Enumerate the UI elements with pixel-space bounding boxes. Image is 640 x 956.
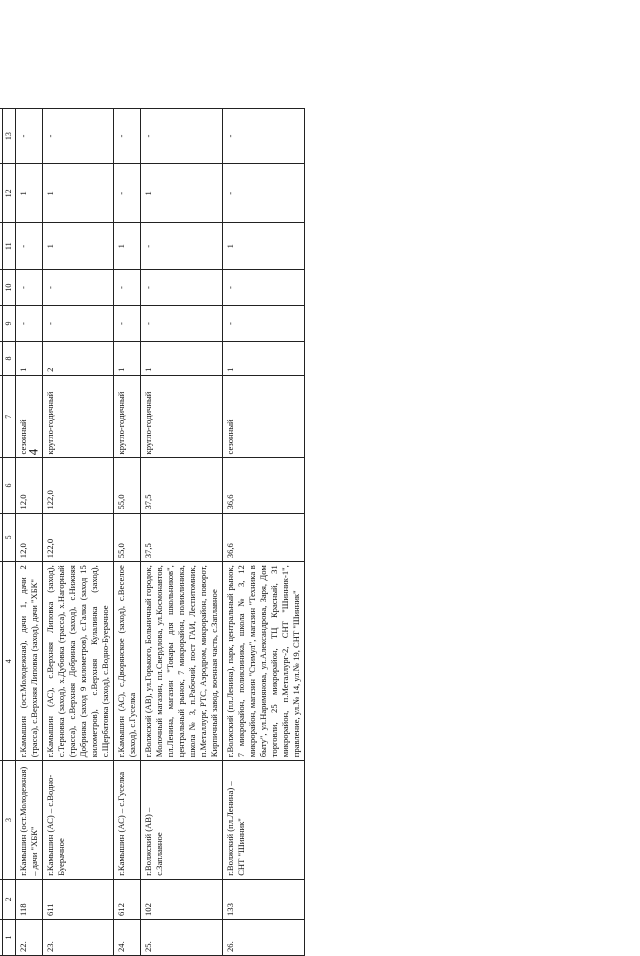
route-stops: г.Камышин (ост.Молодежная), дачи 1, дачи 2 (трасса), с.Верхняя Липовка (заход), дачи "ХБК" [16,562,43,761]
bus-very-large: - [114,109,141,164]
rotated-page-content [0,108,484,956]
bus-medium: - [141,223,223,270]
bus-very-small: - [141,306,223,342]
bus-large: - [114,164,141,223]
length-forward: 37,5 [141,513,223,562]
bus-small: - [223,270,305,306]
bus-very-small: - [43,306,114,342]
column-number: 8 [3,342,16,376]
column-number: 10 [3,270,16,306]
bus-very-large: - [43,109,114,164]
route-stops: г.Камышин (АС), с.Дворянское (заход), с.Веселое (заход), с.Гуселка [114,562,141,761]
routes-table [0,108,305,956]
bus-total: 1 [141,342,223,376]
route-number: 102 [141,879,223,919]
bus-total: 1 [114,342,141,376]
route-name: г.Волжский (пл.Ленина) – СНТ "Шинник" [223,761,305,880]
column-number: 6 [3,458,16,513]
row-number: 24. [114,920,141,956]
route-name: г.Волжский (АВ) – с.Заплавное [141,761,223,880]
bus-small: - [16,270,43,306]
row-number: 26. [223,920,305,956]
length-reverse: 55,0 [114,458,141,513]
table-row [43,109,114,956]
bus-total: 1 [16,342,43,376]
length-forward: 36,6 [223,513,305,562]
route-number: 612 [114,879,141,919]
bus-small: - [43,270,114,306]
bus-medium: 1 [223,223,305,270]
bus-very-large: - [223,109,305,164]
length-forward: 12,0 [16,513,43,562]
row-number: 25. [141,920,223,956]
route-stops: г.Волжский (пл.Ленина), парк, центральный рынок, 7 микрорайон, поликлиника, школа № 3, 12 микрорайон, магазин "Стимул", магазин "Техника в быту", ул.Наримянова, ул.Александрова, Заря, Дом торговли, 25 микрорайон, ТЦ Красный, 31 микрорайон, п.Металлург-2, СНТ "Шинник-1", правление, ул.№ 14, ул.№ 19, СНТ "Шинник" [223,562,305,761]
seasonality: сезонный [223,375,305,458]
route-name: г.Камышин (АС) – с.Водно-Буерачное [43,761,114,880]
bus-small: - [114,270,141,306]
table-row [16,109,43,956]
row-number: 23. [43,920,114,956]
bus-medium: 1 [43,223,114,270]
bus-large: 1 [141,164,223,223]
length-reverse: 122,0 [43,458,114,513]
bus-medium: - [16,223,43,270]
bus-medium: 1 [114,223,141,270]
bus-total: 1 [223,342,305,376]
column-number: 3 [3,761,16,880]
column-number: 13 [3,109,16,164]
row-number: 22. [16,920,43,956]
bus-very-small: - [16,306,43,342]
table-row [114,109,141,956]
column-number: 9 [3,306,16,342]
seasonality: кругло-годичный [141,375,223,458]
bus-very-small: - [223,306,305,342]
bus-large: - [223,164,305,223]
column-number: 1 [3,920,16,956]
column-number: 4 [3,562,16,761]
bus-large: 1 [16,164,43,223]
column-number: 2 [3,879,16,919]
column-number: 5 [3,513,16,562]
column-number: 12 [3,164,16,223]
bus-very-large: - [141,109,223,164]
length-forward: 55,0 [114,513,141,562]
bus-large: 1 [43,164,114,223]
bus-small: - [141,270,223,306]
table-row [141,109,223,956]
length-reverse: 36,6 [223,458,305,513]
column-number: 7 [3,375,16,458]
route-name: г.Камышин (ост.Молодежная) – дачи "ХБК" [16,761,43,880]
table-row [223,109,305,956]
route-number: 133 [223,879,305,919]
page-number: 4 [25,448,41,456]
bus-very-large: - [16,109,43,164]
seasonality: кругло-годичный [114,375,141,458]
bus-total: 2 [43,342,114,376]
length-reverse: 12,0 [16,458,43,513]
route-number: 611 [43,879,114,919]
column-number: 11 [3,223,16,270]
length-reverse: 37,5 [141,458,223,513]
route-stops: г.Волжский (АВ), ул.Горького, Больничный городок, Молочный магазин, пл.Свердлова, ул.Космонавтов, пл.Ленина, магазин "Товары для школьников", центральный рынок, 7 микрорайон, поликлиника, школа № 3, п.Рабочий, пост ГАИ, Леспитомник, п.Металлург, РТС, Аэродром, микрорайон, поворот, Кирпичный завод, военная часть, с.Заплавное [141,562,223,761]
bus-very-small: - [114,306,141,342]
route-name: г.Камышин (АС) – с.Гуселка [114,761,141,880]
route-stops: г.Камышин (АС), с.Верхняя Липовка (заход), с.Терновка (заход), х.Дубовка (трасса), х.Нагорный (трасса), с.Верхняя Добринка (заход), с.Нижняя Добринка (заход 9 километров), с.Галка (заход 15 километров), с.Верхняя Кулалинка (заход), с.Щербатовка (заход), с.Водно-Буерачное [43,562,114,761]
seasonality: сезонный [16,375,43,458]
seasonality: кругло-годичный [43,375,114,458]
route-number: 118 [16,879,43,919]
length-forward: 122,0 [43,513,114,562]
